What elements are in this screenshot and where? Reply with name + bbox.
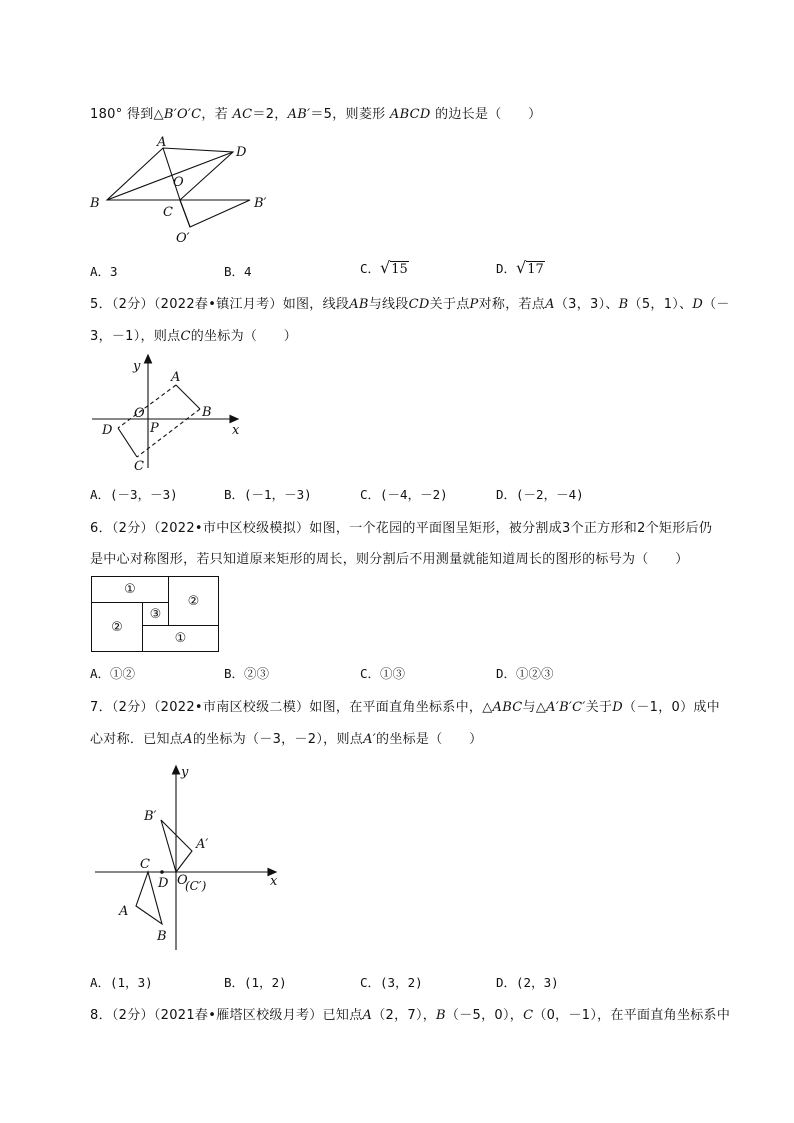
q7-option-b[interactable]: B．(1，2) xyxy=(224,975,287,990)
label-x: x xyxy=(232,423,240,438)
q5-option-c[interactable]: C．(－4，－2) xyxy=(360,487,448,502)
q6-option-b[interactable]: B．②③ xyxy=(224,666,270,681)
label-P: P xyxy=(150,421,159,436)
sqrt-icon: √17 xyxy=(516,258,544,277)
region-left-square: ② xyxy=(91,602,143,652)
q4-stem-line: 180° 得到△B′O′C，若 AC＝2，AB′＝5，则菱形 ABCD 的边长是（ ） xyxy=(90,107,542,122)
q6-option-d[interactable]: D．①②③ xyxy=(496,666,554,681)
label-C: C xyxy=(163,205,173,220)
label-O: O xyxy=(134,406,145,421)
q6-option-c[interactable]: C．①③ xyxy=(360,666,406,681)
label-y: y xyxy=(133,359,141,374)
q7-stem-line-2: 心对称．已知点A的坐标为（－3，－2），则点A′的坐标是（ ） xyxy=(90,732,483,747)
label-Oprime: O′ xyxy=(176,231,190,246)
q4-option-c[interactable]: C．√15 xyxy=(360,258,408,277)
label-A: A xyxy=(171,370,181,385)
q6-option-a[interactable]: A．①② xyxy=(90,666,136,681)
label-D: D xyxy=(102,423,113,438)
label-O: O xyxy=(177,873,188,888)
q5-stem-line-2: 3，－1），则点C的坐标为（ ） xyxy=(90,329,298,344)
q6-stem-line-2: 是中心对称图形，若只知道原来矩形的周长，则分割后不用测量就能知道周长的图形的标号为（ ） xyxy=(90,552,689,567)
q4-option-b[interactable]: B．4 xyxy=(224,264,252,279)
sqrt-icon: √15 xyxy=(380,258,408,277)
q7-stem-line-1: 7．（2分）（2022•市南区校级二模）如图，在平面直角坐标系中，△ABC与△A′B′C′关于D（－1，0）成中 xyxy=(90,700,720,715)
label-Cprime: (C′) xyxy=(185,879,207,893)
region-top-rectangle: ① xyxy=(91,576,169,603)
region-right-square: ② xyxy=(168,576,219,626)
q4-option-d[interactable]: D．√17 xyxy=(496,258,544,277)
label-D: D xyxy=(236,145,247,160)
q7-option-d[interactable]: D．(2，3) xyxy=(496,975,559,990)
q4-option-a[interactable]: A．3 xyxy=(90,264,118,279)
label-O: O xyxy=(173,175,184,190)
label-D: D xyxy=(158,876,169,891)
q5-stem-line-1: 5．（2分）（2022春•镇江月考）如图，线段AB与线段CD关于点P对称，若点A（3，3）、B（5，1）、D（－ xyxy=(90,297,730,312)
q7-option-a[interactable]: A．(1，3) xyxy=(90,975,153,990)
label-B: B xyxy=(202,405,212,420)
label-C: C xyxy=(134,459,144,474)
label-x: x xyxy=(270,874,278,889)
y-arrow-icon xyxy=(173,766,180,774)
label-B: B xyxy=(157,929,167,944)
q5-option-d[interactable]: D．(－2，－4) xyxy=(496,487,584,502)
label-A: A xyxy=(157,135,167,150)
label-B: B xyxy=(90,196,100,211)
label-A: A xyxy=(119,904,129,919)
q5-option-b[interactable]: B．(－1，－3) xyxy=(224,487,312,502)
label-Aprime: A′ xyxy=(196,837,209,852)
label-Bprime: B′ xyxy=(144,809,157,824)
label-y: y xyxy=(181,765,189,780)
q5-option-a[interactable]: A．(－3，－3) xyxy=(90,487,178,502)
point-D xyxy=(160,870,164,874)
q7-option-c[interactable]: C．(3，2) xyxy=(360,975,423,990)
label-Bprime: B′ xyxy=(254,196,267,211)
region-bottom-rectangle: ① xyxy=(142,625,219,652)
q6-stem-line-1: 6．（2分）（2022•市中区校级模拟）如图，一个花园的平面图呈矩形，被分割成3个正方形和2个矩形后仍 xyxy=(90,521,713,536)
label-C: C xyxy=(140,857,150,872)
region-middle-square: ③ xyxy=(142,602,169,626)
q8-stem-line-1: 8．（2分）（2021春•雁塔区校级月考）已知点A（2，7），B（－5，0），C（0，－1），在平面直角坐标系中 xyxy=(90,1008,731,1023)
